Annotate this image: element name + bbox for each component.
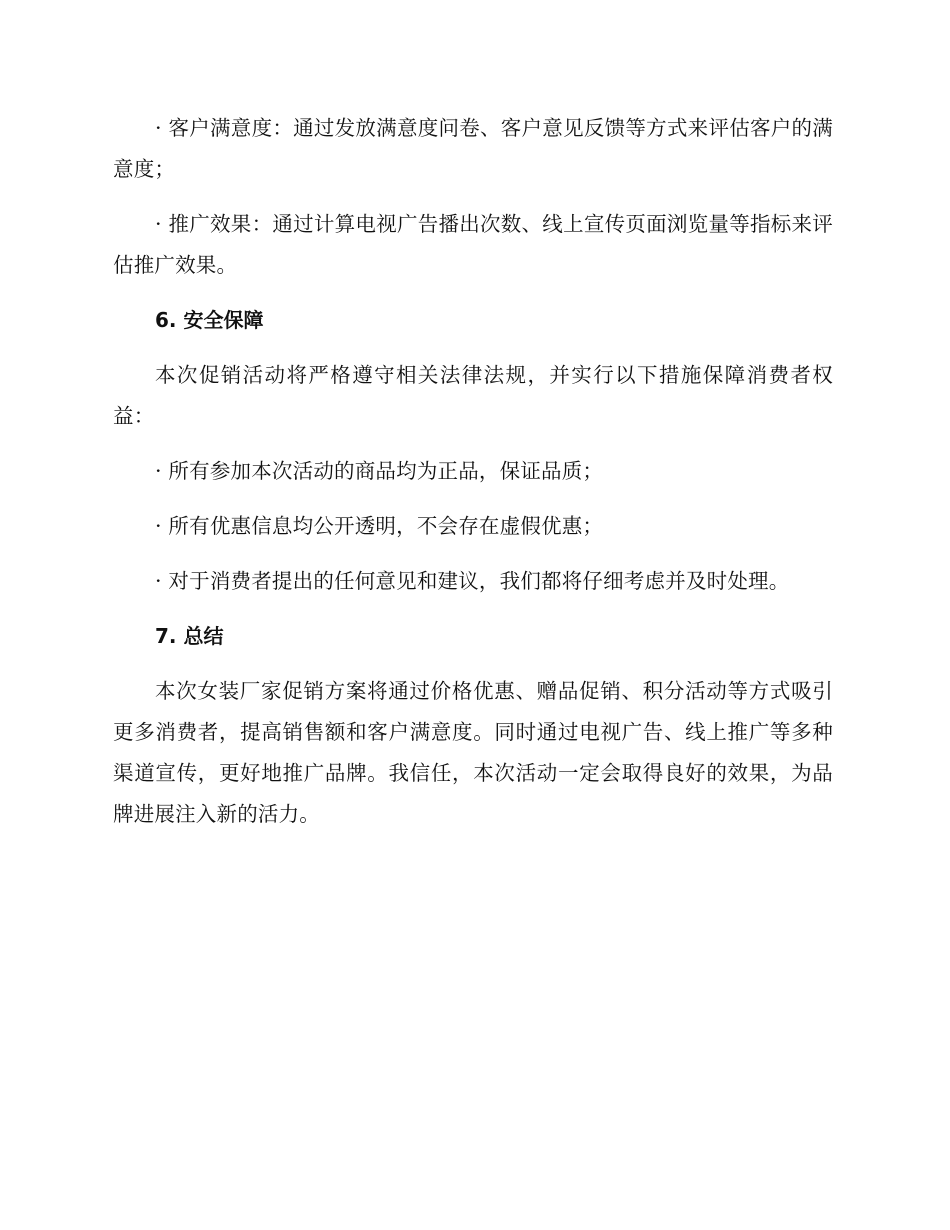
security-intro-paragraph: 本次促销活动将严格遵守相关法律法规，并实行以下措施保障消费者权益：: [113, 363, 833, 428]
bullet-feedback-handling: · 对于消费者提出的任何意见和建议，我们都将仔细考虑并及时处理。: [155, 569, 790, 593]
document-page: [113, 108, 833, 849]
section-heading-security: 6. 安全保障: [155, 308, 264, 332]
bullet-promotion-effect: · 推广效果：通过计算电视广告播出次数、线上宣传页面浏览量等指标来评估推广效果。: [113, 212, 833, 277]
summary-paragraph: 本次女装厂家促销方案将通过价格优惠、赠品促销、积分活动等方式吸引更多消费者，提高销售额和客户满意度。同时通过电视广告、线上推广等多种渠道宣传，更好地推广品牌。我信任，本次活动一定会取得良好的效果，为品牌进展注入新的活力。: [113, 679, 833, 826]
bullet-genuine-products: · 所有参加本次活动的商品均为正品，保证品质；: [155, 459, 604, 483]
section-heading-summary: 7. 总结: [155, 624, 224, 648]
bullet-customer-satisfaction: · 客户满意度：通过发放满意度问卷、客户意见反馈等方式来评估客户的满意度；: [113, 116, 833, 181]
bullet-transparent-offers: · 所有优惠信息均公开透明，不会存在虚假优惠；: [155, 514, 604, 538]
